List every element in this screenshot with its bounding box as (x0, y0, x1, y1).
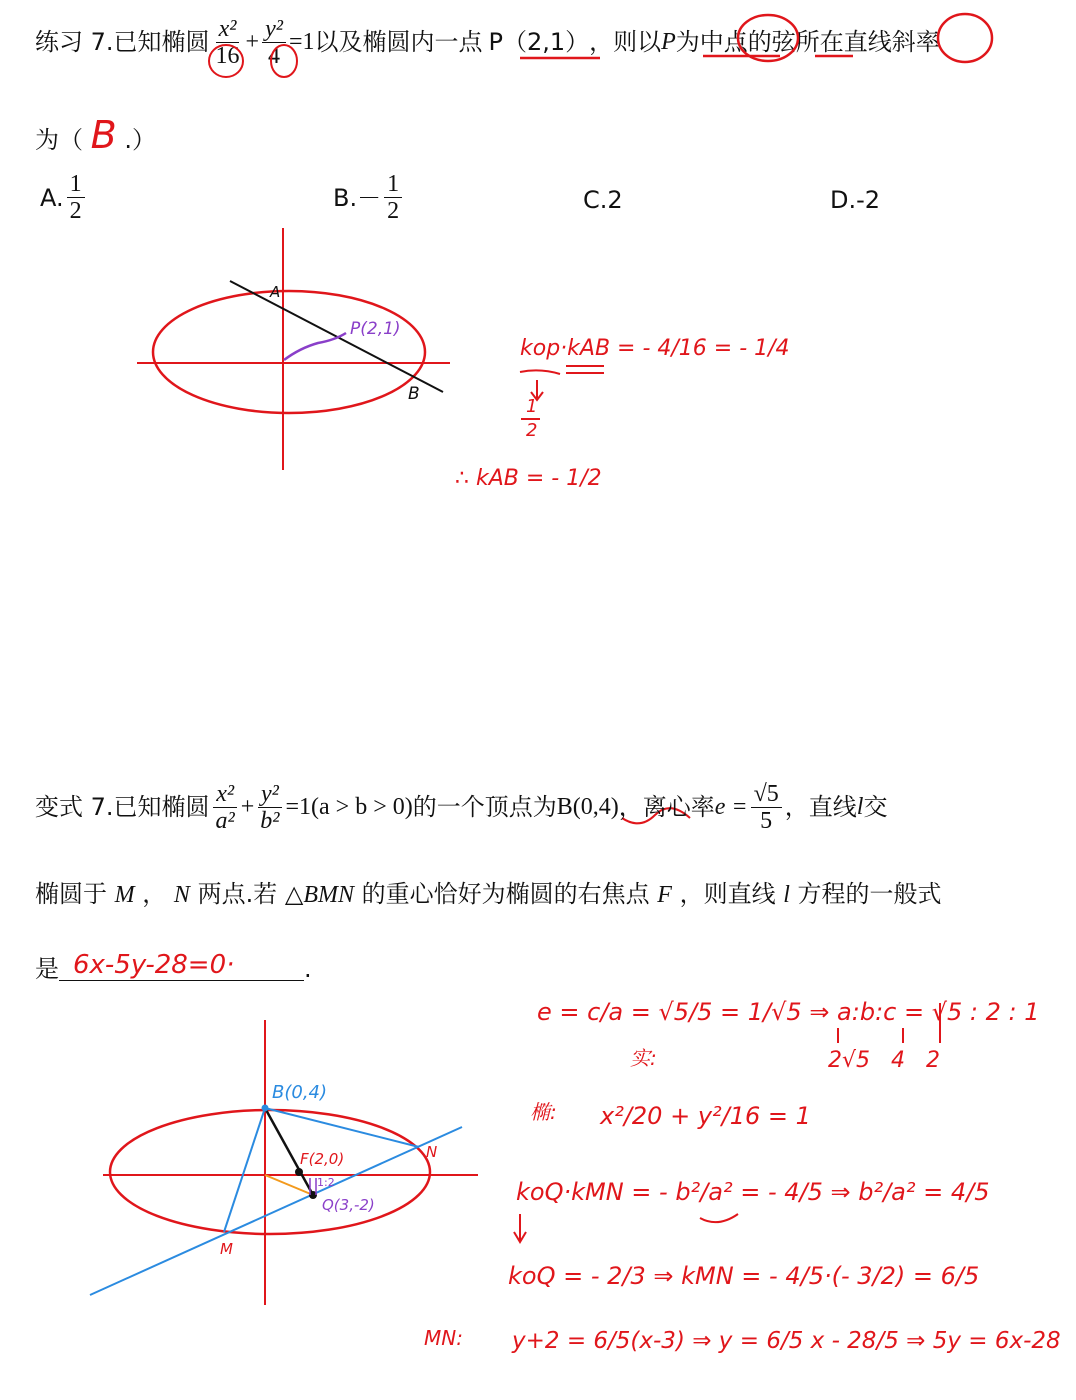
q1-line2-prefix: 为（ (35, 126, 83, 154)
q2-line-text: ，直线 (784, 793, 857, 821)
q2-note-arrow (514, 1214, 526, 1242)
q2-label-b: B(0,4) (272, 1082, 328, 1103)
q1-x-fraction: $\frac{\text{x²}}{16}$ (215, 15, 240, 69)
q2-ecc-text: ，离心率 (618, 793, 715, 821)
q1-p-label: P (661, 29, 676, 55)
circle-4 (271, 45, 297, 77)
q2-note-mn-label: MN: (424, 1326, 463, 1350)
q2-x-fraction: $\frac{\text{x²}}{\text{a²}}$ (213, 782, 238, 833)
q2-e-fraction: $\frac{√5}{5}$ (751, 782, 782, 833)
option-a-fraction: $\frac{1}{2}$ (67, 172, 85, 223)
q2-n-label: N (173, 882, 190, 908)
circle-slope (938, 14, 992, 62)
q2-note-koc: koQ = - 2/3 ⇒ kMN = - 4/5·(- 3/2) = 6/5 (508, 1262, 980, 1290)
note-underline-2 (566, 366, 604, 373)
q1-option-d: D.-2 (830, 186, 881, 214)
q1-point-p: P（2,1） (488, 28, 590, 56)
q2-side-bm (224, 1108, 265, 1232)
q1-text-end: 为中点的弦所在直线斜率 (675, 28, 940, 56)
q2-y-fraction: $\frac{\text{y²}}{\text{b²}}$ (257, 782, 282, 833)
q2-answer-blank (59, 952, 304, 981)
q2-note-shi: 实: (630, 1046, 657, 1070)
q1-eq-one: =1 (288, 29, 315, 55)
q2-line2-rest3: ，则直线 (679, 880, 776, 908)
q2-line2-rest2: 的重心恰好为椭圆的右焦点 (361, 880, 650, 908)
circle-16 (209, 45, 243, 77)
q2-comma: ， (142, 880, 167, 908)
q1-y-fraction: $\frac{\text{y²}}{4}$ (262, 17, 286, 68)
q1-note-line1: kop·kAB = - 4/16 = - 1/4 (520, 336, 790, 361)
q2-side-bn (265, 1108, 419, 1147)
q2-note-underline (700, 1214, 738, 1222)
q2-vertex-text: 的一个顶点为 (412, 793, 557, 821)
q1-label-b: B (408, 384, 420, 404)
q2-line3-end: . (304, 955, 312, 983)
q2-vertex: B(0,4) (556, 794, 619, 820)
q2-f-label: F (657, 882, 672, 908)
q2-note-e: e = c/a = √5/5 = 1/√5 ⇒ a:b:c = √5 : 2 : 1 (537, 998, 1040, 1026)
q2-note-ellipse-eq: x²/20 + y²/16 = 1 (600, 1102, 811, 1130)
q2-line2-start: 椭圆于 (35, 880, 107, 908)
q1-note-result: ∴ kAB = - 1/2 (455, 466, 602, 491)
q2-line2 (35, 882, 942, 907)
q2-triangle: △BMN (284, 882, 354, 908)
q2-ellipse (110, 1110, 430, 1234)
q1-op-segment (284, 333, 346, 360)
q1-label-a: A (270, 283, 281, 301)
circle-midpoint (738, 15, 798, 61)
q2-label-q: Q(3,-2) (322, 1196, 375, 1214)
q2-point-b (262, 1105, 269, 1112)
q2-condition: =1(a > b > 0) (285, 794, 413, 820)
q1-option-a: A. $\frac{1}{2}$ (40, 172, 88, 223)
q1-option-b: B.－ $\frac{1}{2}$ (333, 172, 405, 223)
q2-note-mn: y+2 = 6/5(x-3) ⇒ y = 6/5 x - 28/5 ⇒ 5y = 6x-28 (512, 1328, 1061, 1354)
q2-label-m: M (220, 1240, 233, 1258)
q2-l-label2: l (783, 882, 790, 908)
q2-label-ratio: 1:2 (317, 1176, 335, 1189)
q1-label-p: P(2,1) (350, 319, 401, 339)
q1-text-after: 以及椭圆内一点 (314, 28, 483, 56)
option-b-fraction: $\frac{1}{2}$ (384, 172, 402, 223)
q1-figure (137, 228, 450, 470)
q2-figure (90, 1020, 478, 1305)
q2-label-f: F(2,0) (300, 1150, 345, 1168)
q2-answer-written: 6x-5y-28=0· (73, 950, 235, 980)
q2-plus: + (240, 794, 255, 820)
q1-ellipse (153, 291, 425, 413)
q2-line3 (35, 952, 312, 981)
q2-m-label: M (114, 882, 135, 908)
q2-point-f (295, 1168, 303, 1176)
q2-label-n: N (426, 1143, 438, 1161)
q1-note-half-num: 1 (526, 396, 538, 417)
q1-note-half-den: 2 (526, 420, 538, 441)
q1-plus: + (245, 29, 260, 55)
q1-line2-suffix: .） (124, 126, 156, 154)
q2-note-slope: koQ·kMN = - b²/a² = - 4/5 ⇒ b²/a² = 4/5 (516, 1178, 990, 1206)
q2-note-values: 2√5 4 2 (828, 1048, 940, 1073)
q1-chord-line (230, 281, 443, 392)
q2-line2-end: 方程的一般式 (797, 880, 942, 908)
q2-l-label: l (856, 794, 864, 820)
q2-prefix: 变式 7.已知椭圆 (35, 793, 210, 821)
q2-line3-prefix: 是 (35, 955, 59, 983)
q2-oq-segment (265, 1175, 313, 1195)
q2-line2-rest: 两点.若 (197, 880, 278, 908)
q1-prefix: 练习 7.已知椭圆 (35, 28, 210, 56)
note-underline-1 (520, 370, 560, 374)
q1-text-mid: ，则以 (589, 28, 662, 56)
q2-line1 (35, 768, 887, 846)
q2-note-ellipse-label: 椭: (530, 1100, 557, 1124)
q2-cross-text: 交 (863, 793, 888, 821)
q2-e-label: e = (714, 794, 748, 820)
q1-answer-written: B (90, 113, 117, 157)
q1-option-c: C.2 (583, 186, 623, 214)
